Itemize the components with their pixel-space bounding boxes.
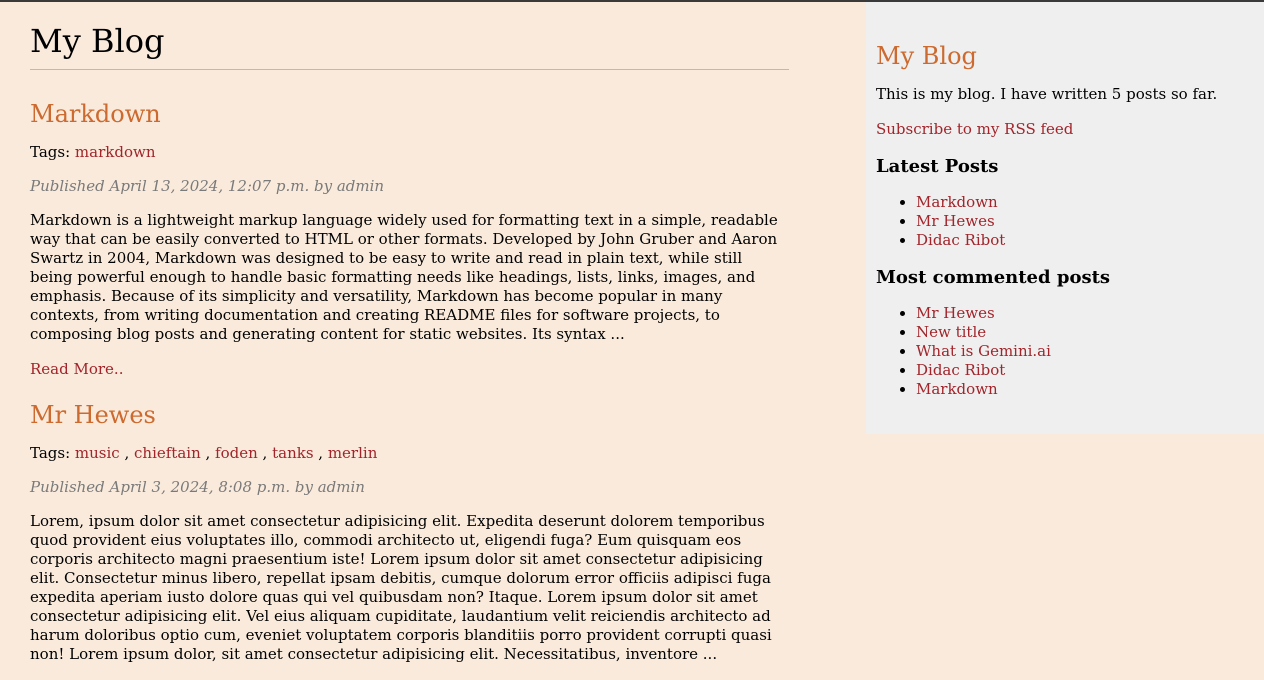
post-published: Published April 13, 2024, 12:07 p.m. by admin	[30, 177, 385, 195]
tag-link[interactable]: chieftain	[134, 444, 201, 462]
latest-post-link[interactable]: Mr Hewes	[916, 212, 995, 230]
most-commented-link[interactable]: New title	[916, 323, 987, 341]
sidebar-description: This is my blog. I have written 5 posts so far.	[876, 85, 1218, 103]
tag-link[interactable]: merlin	[327, 444, 378, 462]
tags-label: Tags:	[30, 444, 71, 462]
rss-subscribe-link[interactable]: Subscribe to my RSS feed	[876, 120, 1074, 138]
latest-post-link[interactable]: Didac Ribot	[916, 231, 1006, 249]
list-item	[916, 361, 1264, 380]
post	[30, 100, 789, 379]
post-title	[30, 401, 789, 429]
list-item	[916, 231, 1264, 250]
post-excerpt: Markdown is a lightweight markup language widely used for formatting text in a simple, readable way that can be easily converted to HTML or other formats. Developed by John Gruber and Aaron Swartz in 2004, Markdown was designed to be easy to write and read in plain text, while still being powerful enough to handle basic formatting needs like headings, lists, links, images, and emphasis. Because of its simplicity and versatility, Markdown has become popular in many contexts, from writing documentation and creating README files for software projects, to composing blog posts and generating content for static websites. Its syntax ...	[30, 211, 778, 343]
main-content	[30, 2, 789, 664]
list-item	[916, 323, 1264, 342]
latest-posts-heading: Latest Posts	[876, 156, 999, 177]
list-item	[916, 304, 1264, 323]
list-item	[916, 212, 1264, 231]
sidebar	[866, 2, 1264, 434]
post-title	[30, 100, 789, 128]
tag-link[interactable]: tanks	[272, 444, 314, 462]
most-commented-link[interactable]: Mr Hewes	[916, 304, 995, 322]
page-title: My Blog	[30, 23, 789, 70]
most-commented-heading: Most commented posts	[876, 267, 1111, 288]
post-tags: Tags: music , chieftain , foden , tanks , merlin	[30, 444, 378, 462]
latest-posts-list	[876, 193, 1264, 250]
most-commented-link[interactable]: Didac Ribot	[916, 361, 1006, 379]
tags-label: Tags:	[30, 143, 71, 161]
latest-post-link[interactable]: Markdown	[916, 193, 998, 211]
post	[30, 401, 789, 664]
most-commented-link[interactable]: What is Gemini.ai	[916, 342, 1051, 360]
most-commented-link[interactable]: Markdown	[916, 380, 998, 398]
post-published: Published April 3, 2024, 8:08 p.m. by admin	[30, 478, 365, 496]
post-title-link[interactable]: Mr Hewes	[30, 401, 156, 429]
list-item	[916, 193, 1264, 212]
read-more-link[interactable]: Read More..	[30, 360, 124, 378]
list-item	[916, 342, 1264, 361]
sidebar-title: My Blog	[876, 42, 977, 70]
tag-link[interactable]: foden	[215, 444, 258, 462]
list-item	[916, 380, 1264, 399]
most-commented-list	[876, 304, 1264, 399]
tag-link[interactable]: music	[74, 444, 120, 462]
post-excerpt: Lorem, ipsum dolor sit amet consectetur adipisicing elit. Expedita deserunt dolorem temporibus quod provident eius voluptates illo, commodi architecto ut, eligendi fuga? Eum quisquam eos corporis architecto magni praesentium iste! Lorem ipsum dolor sit amet consectetur adipisicing elit. Consectetur minus libero, repellat ipsam debitis, cumque dolorum error officiis adipisci fuga expedita aperiam iusto dolore quas qui vel quibusdam non? Itaque. Lorem ipsum dolor sit amet consectetur adipisicing elit. Vel eius aliquam cupiditate, laudantium velit reiciendis architecto ad harum doloribus optio cum, eveniet voluptatem corporis blanditiis porro provident corrupti quasi non! Lorem ipsum dolor, sit amet consectetur adipisicing elit. Necessitatibus, inventore ...	[30, 512, 772, 663]
tag-link[interactable]: markdown	[74, 143, 156, 161]
post-title-link[interactable]: Markdown	[30, 100, 161, 128]
post-tags	[30, 143, 789, 162]
